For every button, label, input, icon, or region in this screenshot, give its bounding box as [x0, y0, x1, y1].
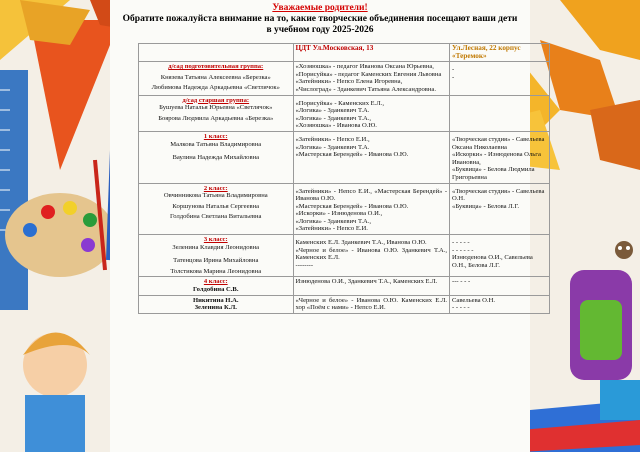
group-label: 3 класс:: [203, 236, 228, 244]
cdt-cell: [293, 95, 450, 131]
lesnaya-cell: [450, 183, 550, 235]
club-entry: «Черное и белое» - Иванова О.Ю. Каменских Е.Л. хор «Поём с нами» - Непсо Е.И.: [295, 296, 448, 312]
club-entry: «Мастерская Берендей» - Иванова О.Ю.: [295, 151, 409, 159]
club-entry: «Буквица» - Белова Л.Г.: [452, 202, 520, 210]
club-entry: «Искорки» - Изнюденова Ольга Ивановна,: [452, 151, 541, 166]
table-row: [139, 277, 550, 295]
group-label: 1 класс:: [203, 132, 228, 140]
cdt-cell: [293, 277, 450, 295]
owl-decoration: [615, 241, 633, 259]
club-entry: «Порисуйка» - педагог Каменских Евгения Львовна: [295, 70, 442, 78]
lesnaya-cell: [450, 277, 550, 295]
group-label: д/сад старшая группа:: [182, 96, 250, 104]
lesnaya-cell: [450, 295, 550, 313]
lesnaya-cell: [450, 235, 550, 277]
club-entry: «Буквица» - Белова Людмила Григорьевна: [452, 166, 535, 181]
teachers-cell: [139, 295, 294, 313]
lesnaya-cell: [450, 62, 550, 95]
table-header-row: [139, 44, 550, 62]
header-line-1: Обратите пожалуйста внимание на то, какие творческие объединения посещают ваши дети: [122, 14, 518, 24]
cdt-cell: [293, 62, 450, 95]
cdt-cell: [293, 235, 450, 277]
club-entry: «Затейники» - Непсо Е.И.: [295, 225, 368, 233]
table-row: [139, 131, 550, 183]
club-entry: «Порисуйка» - Каменских Е.Л.,: [295, 99, 385, 107]
lesnaya-cell: [450, 95, 550, 131]
club-entry: «Числоград» - Зданкевич Татьяна Александровна.: [295, 85, 437, 93]
club-entry: --- - - -: [452, 278, 471, 286]
club-entry: «Хозяюшка» - Иванова О.Ю.: [295, 122, 377, 130]
group-label: 4 класс:: [203, 278, 228, 286]
teacher-name: Татенцова Ирина Михайловна: [173, 257, 259, 265]
club-entry: «Логика» - Зданкевич Т.А.,: [295, 114, 372, 122]
teachers-cell: [139, 95, 294, 131]
teacher-name: Любимова Надежда Аркадьевна «Светлячок»: [151, 84, 280, 92]
teacher-name: Овчинникова Татьяна Владимировна: [163, 192, 268, 200]
club-entry: «Творческая студия» - Савельева Оксана Николаевна: [452, 135, 545, 151]
header-title: Уважаемые родители!: [272, 3, 368, 13]
club-entry: -: [452, 66, 455, 74]
club-entry: -: [452, 73, 455, 81]
table-row: [139, 295, 550, 313]
table-row: [139, 183, 550, 235]
club-entry: - - - - - -: [452, 246, 474, 254]
cdt-cell: [293, 131, 450, 183]
teacher-name: Никитина Н.А.: [193, 296, 239, 304]
group-label: д/сад подготовительная группа:: [168, 63, 264, 71]
table-row: [139, 235, 550, 277]
header: [60, 3, 580, 35]
table-row: [139, 62, 550, 95]
teachers-cell: [139, 62, 294, 95]
club-entry: Изнюденова О.И., Савельева О.Н., Белова Л.Г.: [452, 254, 533, 269]
schedule-table: [138, 43, 550, 314]
column-header-cdt: ЦДТ Ул.Московская, 13: [293, 44, 450, 62]
table-row: [139, 95, 550, 131]
column-header-empty: [139, 44, 294, 62]
club-entry: «Хозяюшка» - педагог Иванова Оксана Юрьевна,: [295, 63, 434, 71]
cdt-cell: [293, 183, 450, 235]
teacher-name: Коршунова Наталья Сергеевна: [172, 202, 260, 210]
club-entry: Савельева О.Н.: [452, 296, 495, 304]
header-line-2: в учебном году 2025-2026: [266, 24, 374, 35]
club-entry: Изнюденова О.И., Зданкевич Т.А., Каменских Е.Л.: [295, 278, 438, 286]
club-entry: - - - - -: [452, 304, 470, 312]
teacher-name: Малкова Татьяна Владимировна: [170, 140, 262, 148]
teachers-cell: [139, 131, 294, 183]
club-entry: «Творческая студия» - Савельева О.Н.: [452, 187, 545, 203]
teacher-name: Толстикова Марина Леонидовна: [170, 267, 262, 275]
teachers-cell: [139, 235, 294, 277]
teachers-cell: [139, 183, 294, 235]
club-entry: «Затейники» - Непсо Е.И., «Мастерская Берендей» - Иванова О.Ю.: [295, 187, 448, 203]
club-entry: «Затейники» - Непсо Елена Игоревна,: [295, 78, 403, 86]
club-entry: - - - - -: [452, 239, 470, 247]
club-entry: Каменских Е.Л. Зданкевич Т.А., Иванова О.Ю.: [295, 239, 427, 247]
teacher-name: Ваулина Надежда Михайловна: [172, 154, 260, 162]
club-entry: «Затейники» - Непсо Е.И.,: [295, 135, 370, 143]
teachers-cell: [139, 277, 294, 295]
column-header-lesnaya: Ул.Лесная, 22 корпус «Теремок»: [450, 44, 550, 62]
teacher-name: Зеленина К.Л.: [194, 304, 237, 312]
teacher-name: Голдобина С.В.: [193, 286, 239, 294]
group-label: 2 класс:: [203, 184, 228, 192]
club-entry: «Логика» - Зданкевич Т.А.: [295, 143, 370, 151]
club-entry: «Логика» - Зданкевич Т.А.,: [295, 217, 372, 225]
teacher-name: Боярова Людмила Аркадьевна «Березка»: [158, 114, 274, 122]
club-entry: «Логика» - Зданкевич Т.А.: [295, 107, 370, 115]
teacher-name: Князева Татьяна Алексеевна «Березка»: [160, 73, 271, 81]
lesnaya-cell: [450, 131, 550, 183]
teacher-name: Зеленина Клавдия Леонидовна: [172, 243, 260, 251]
club-entry: «Черное и белое» - Иванова О.Ю. Зданкевич Т.А., Каменских Е.Л.: [295, 246, 448, 262]
club-entry: «Мастерская Берендей» - Иванова О.Ю.: [295, 202, 409, 210]
club-entry: «Искорки» - Изнюденова О.И.,: [295, 210, 383, 218]
teacher-name: Голдобина Светлана Витальевна: [170, 213, 262, 221]
teacher-name: Бушуева Наталья Юрьевна «Светлячок»: [159, 104, 273, 112]
cdt-cell: [293, 295, 450, 313]
club-entry: --------: [295, 261, 314, 269]
